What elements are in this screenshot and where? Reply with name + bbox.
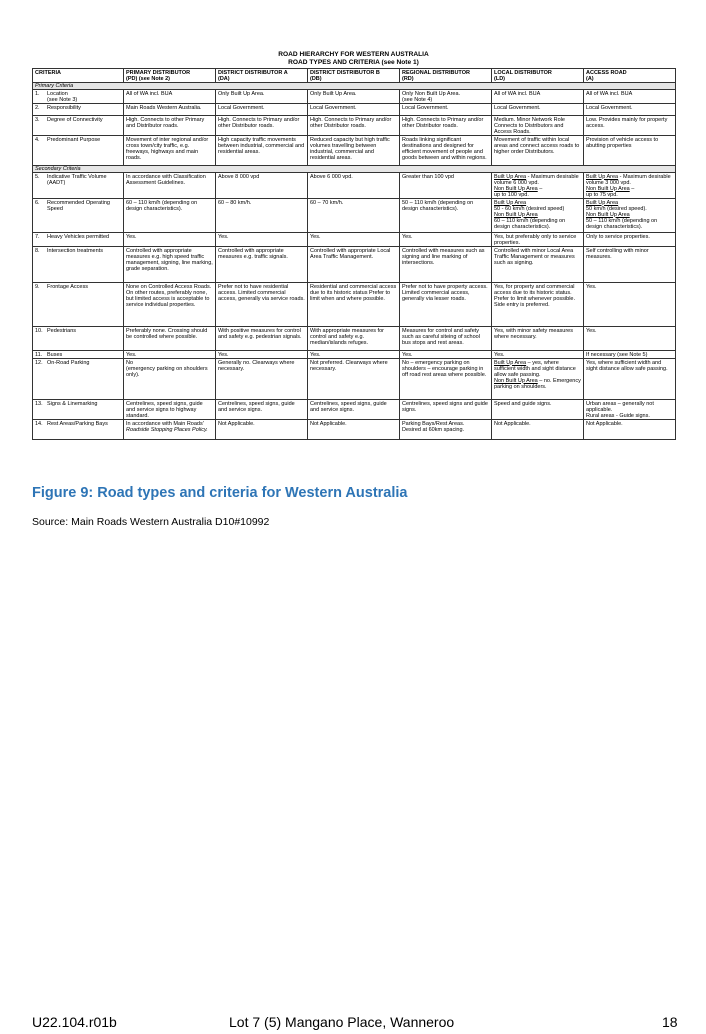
table-cell: Not Applicable. [584,420,676,440]
table-cell: Local Government. [308,104,400,116]
table-cell: Yes. [216,351,308,359]
table-cell: Urban areas – generally not applicable. Rural areas - Guide signs. [584,400,676,420]
table-cell: Yes. [492,351,584,359]
table-row [33,104,676,116]
table-row [33,420,676,440]
table-cell: Yes. [584,283,676,327]
table-cell: High. Connects to other Primary and Distributor roads. [124,116,216,136]
table-cell: Yes. [216,233,308,247]
column-header: PRIMARY DISTRIBUTOR (PD) (see Note 2) [124,69,216,83]
table-cell: Reduced capacity but high traffic volumes travelling between industrial, commercial and residential areas. [308,136,400,166]
table-cell: No (emergency parking on shoulders only). [124,359,216,400]
table-cell: Provision of vehicle access to abutting properties [584,136,676,166]
table-cell: Preferably none. Crossing should be controlled where possible. [124,327,216,351]
criteria-cell: 2. Responsibility [33,104,124,116]
table-cell: Prefer not to have property access. Limited commercial access, generally via lesser roads. [400,283,492,327]
table-cell: Yes, where sufficient width and sight distance allow safe passing. [584,359,676,400]
table-row [33,247,676,283]
table-header-row [33,69,676,83]
table-cell: 60 – 110 km/h (depending on design characteristics). [124,199,216,233]
criteria-cell: 11. Buses [33,351,124,359]
table-cell: Measures for control and safety such as careful siteing of school bus stops and rest areas. [400,327,492,351]
table-cell: High. Connects to Primary and/or other Distributor roads. [308,116,400,136]
table-cell: With positive measures for control and safety e.g. pedestrian signals. [216,327,308,351]
table-cell: Not Applicable. [308,420,400,440]
criteria-cell: 7. Heavy Vehicles permitted [33,233,124,247]
table-cell: Centrelines, speed signs, guide and service signs to highway standard. [124,400,216,420]
section-row [33,166,676,173]
table-cell: Yes, with minor safety measures where necessary. [492,327,584,351]
column-header: ACCESS ROAD (A) [584,69,676,83]
criteria-cell: 3. Degree of Connectivity [33,116,124,136]
criteria-cell: 12. On-Road Parking [33,359,124,400]
table-row [33,400,676,420]
criteria-cell: 8. Intersection treatments [33,247,124,283]
table-cell: Not preferred. Clearways where necessary. [308,359,400,400]
table-cell: Movement of traffic within local areas and connect access roads to higher order Distributors. [492,136,584,166]
table-cell: Yes. [124,351,216,359]
footer-address: Lot 7 (5) Mangano Place, Wanneroo [229,1014,455,1030]
table-cell: Controlled with appropriate measures e.g. high speed traffic management, signing, line marking, grade separation. [124,247,216,283]
table-title: ROAD HIERARCHY FOR WESTERN AUSTRALIA [278,51,429,58]
table-cell: Speed and guide signs. [492,400,584,420]
table-cell: Built Up Area - Maximum desirable volume 6 000 vpd. Non Built Up Area – up to 100 vpd. [492,173,584,199]
table-cell: Built Up Area - Maximum desirable volume 3 000 vpd. Non Built Up Area – up to 75 vpd. [584,173,676,199]
criteria-cell: 9. Frontage Access [33,283,124,327]
section-label: Primary Criteria [33,83,676,90]
table-cell: High. Connects to Primary and/or other Distributor roads. [216,116,308,136]
table-row [33,136,676,166]
table-cell: Residential and commercial access due to its historic status Prefer to limit when and where possible. [308,283,400,327]
source-note: Source: Main Roads Western Australia D10#10992 [32,516,270,528]
column-header: LOCAL DISTRIBUTOR (LD) [492,69,584,83]
table-row [33,90,676,104]
table-cell: Centrelines, speed signs, guide and service signs. [308,400,400,420]
table-cell: Only Built Up Area. [216,90,308,104]
table-cell: Yes. [400,351,492,359]
table-cell: Local Government. [216,104,308,116]
table-cell: Self controlling with minor measures. [584,247,676,283]
criteria-cell: 6. Recommended Operating Speed [33,199,124,233]
table-cell: Above 6 000 vpd. [308,173,400,199]
table-cell: Yes. [308,351,400,359]
footer-page-number: 18 [662,1014,678,1030]
table-cell: Yes. [124,233,216,247]
table-cell: Built Up Area – yes, where sufficient width and sight distance allow safe passing. Non Built Up Area – no. Emergency parking on shoulders. [492,359,584,400]
road-hierarchy-table [32,68,676,440]
table-cell: Yes. [400,233,492,247]
table-cell: Yes. [584,327,676,351]
table-cell: Prefer not to have residential access. Limited commercial access, generally via service roads. [216,283,308,327]
table-cell: Medium. Minor Network Role Connects to Distributors and Access Roads. [492,116,584,136]
table-cell: Built Up Area 50 km/h (desired speed). Non Built Up Area 50 – 110 km/h (depending on design characteristics). [584,199,676,233]
table-cell: Only to service properties. [584,233,676,247]
table-cell: Above 8 000 vpd [216,173,308,199]
table-cell: Not Applicable. [492,420,584,440]
table-cell: All of WA incl. BUA [492,90,584,104]
column-header: DISTRICT DISTRIBUTOR A (DA) [216,69,308,83]
table-cell: Greater than 100 vpd [400,173,492,199]
table-cell: Controlled with minor Local Area Traffic Management or measures such as signing. [492,247,584,283]
table-cell: Not Applicable. [216,420,308,440]
table-cell: Parking Bays/Rest Areas. Desired at 60km spacing. [400,420,492,440]
section-row [33,83,676,90]
table-cell: With appropriate measures for control and safety e.g. median/islands refuges. [308,327,400,351]
table-cell: In accordance with Classification Assessment Guidelines. [124,173,216,199]
table-row [33,233,676,247]
road-hierarchy-table-figure [32,51,675,440]
table-cell: Local Government. [400,104,492,116]
table-row [33,327,676,351]
table-cell: 50 – 110 km/h (depending on design characteristics). [400,199,492,233]
table-cell: Yes, but preferably only to service properties. [492,233,584,247]
column-header: REGIONAL DISTRIBUTOR (RD) [400,69,492,83]
table-row [33,359,676,400]
criteria-cell: 10. Pedestrians [33,327,124,351]
criteria-cell: 4. Predominant Purpose [33,136,124,166]
table-cell: Centrelines, speed signs and guide signs. [400,400,492,420]
criteria-cell: 13. Signs & Linemarking [33,400,124,420]
table-cell: Controlled with measures such as signing and line marking of intersections. [400,247,492,283]
table-row [33,351,676,359]
table-cell: Only Non Built Up Area. (see Note 4) [400,90,492,104]
figure-caption: Figure 9: Road types and criteria for Western Australia [32,485,408,501]
table-cell: Generally no. Clearways where necessary. [216,359,308,400]
footer-doc-ref: U22.104.r01b [32,1014,117,1030]
table-cell: If necessary (see Note 5) [584,351,676,359]
table-cell: High capacity traffic movements between industrial, commercial and residential areas. [216,136,308,166]
table-cell: Yes. [308,233,400,247]
table-row [33,283,676,327]
column-header: CRITERIA [33,69,124,83]
criteria-cell: 14. Rest Areas/Parking Bays [33,420,124,440]
table-row [33,173,676,199]
table-row [33,199,676,233]
table-cell: 60 – 70 km/h. [308,199,400,233]
table-cell: Main Roads Western Australia. [124,104,216,116]
table-cell: Local Government. [584,104,676,116]
table-cell: High. Connects to Primary and/or other Distributor roads. [400,116,492,136]
criteria-cell: 1. Location (see Note 3) [33,90,124,104]
table-cell: No – emergency parking on shoulders – encourage parking in off road rest areas where possible. [400,359,492,400]
table-subtitle: ROAD TYPES AND CRITERIA (see Note 1) [288,58,419,66]
column-header: DISTRICT DISTRIBUTOR B (DB) [308,69,400,83]
table-cell: Local Government. [492,104,584,116]
table-cell: Controlled with appropriate Local Area Traffic Management. [308,247,400,283]
table-cell: Built Up Area 50 - 60 km/h (desired speed) Non Built Up Area 60 – 110 km/h (depending on design characteristics). [492,199,584,233]
table-cell: Centrelines, speed signs, guide and service signs. [216,400,308,420]
table-cell: Roads linking significant destinations and designed for efficient movement of people and goods between and within regions. [400,136,492,166]
table-row [33,116,676,136]
table-cell: Movement of inter regional and/or cross town/city traffic, e.g. freeways, highways and main roads. [124,136,216,166]
table-cell: Controlled with appropriate measures e.g. traffic signals. [216,247,308,283]
section-label: Secondary Criteria [33,166,676,173]
table-cell: Yes, for property and commercial access due to its historic status. Prefer to limit whenever possible. Side entry is preferred. [492,283,584,327]
table-cell: 60 – 80 km/h. [216,199,308,233]
table-cell: In accordance with Main Roads' Roadside Stopping Places Policy. [124,420,216,440]
table-cell: None on Controlled Access Roads. On other routes, preferably none, but limited access is acceptable to service individual properties. [124,283,216,327]
table-cell: Only Built Up Area. [308,90,400,104]
table-cell: All of WA incl. BUA [584,90,676,104]
table-cell: Low. Provides mainly for property access. [584,116,676,136]
criteria-cell: 5. Indicative Traffic Volume (AADT) [33,173,124,199]
table-cell: All of WA incl. BUA [124,90,216,104]
